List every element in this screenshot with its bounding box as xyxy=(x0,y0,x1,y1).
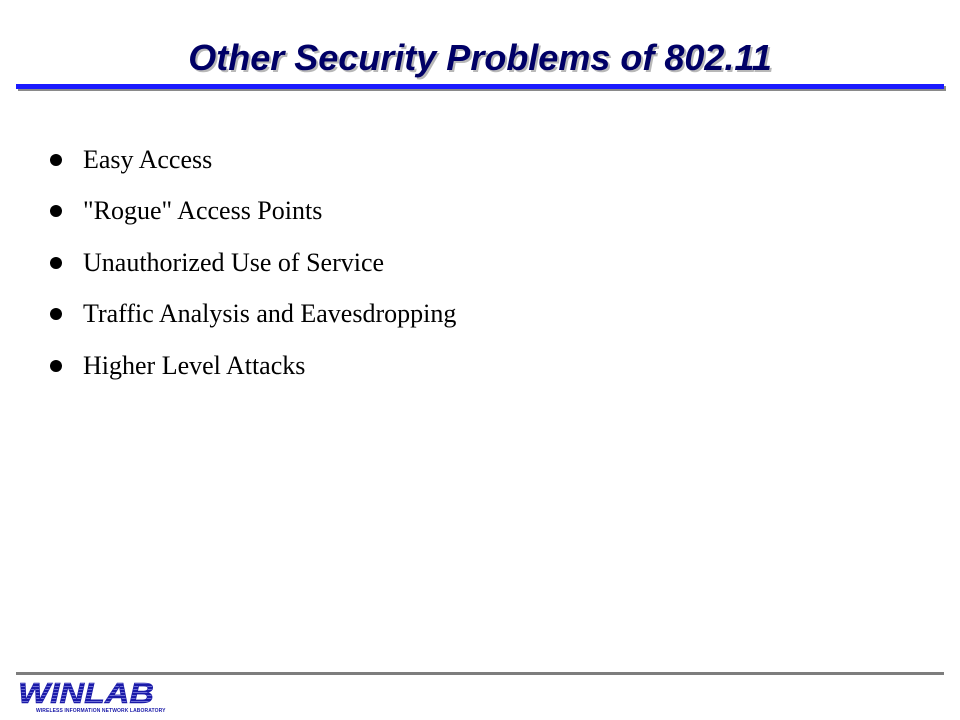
bullet-dot-icon xyxy=(50,308,62,320)
bullet-dot-icon xyxy=(50,360,62,372)
slide-title: Other Security Problems of 802.11 xyxy=(188,37,772,78)
bullet-dot-icon xyxy=(50,154,62,166)
bullet-dot-icon xyxy=(50,257,62,269)
bullet-text: Higher Level Attacks xyxy=(83,350,306,380)
bullet-text: Traffic Analysis and Eavesdropping xyxy=(83,299,457,329)
title-underline xyxy=(16,84,944,89)
bullet-list xyxy=(50,134,456,392)
bullet-text: Unauthorized Use of Service xyxy=(83,247,385,277)
bullet-item xyxy=(50,340,456,392)
winlab-logo-icon xyxy=(16,678,156,708)
logo-subtitle: WIRELESS INFORMATION NETWORK LABORATORY xyxy=(36,708,166,714)
winlab-logo xyxy=(16,678,166,716)
footer-divider xyxy=(16,672,944,675)
bullet-text: Easy Access xyxy=(83,144,213,174)
bullet-dot-icon xyxy=(50,205,62,217)
bullet-item xyxy=(50,237,456,289)
bullet-text: "Rogue" Access Points xyxy=(83,196,323,226)
bullet-item xyxy=(50,186,456,238)
bullet-item xyxy=(50,134,456,186)
bullet-item xyxy=(50,289,456,341)
logo-wordmark: WINLAB xyxy=(18,678,154,708)
